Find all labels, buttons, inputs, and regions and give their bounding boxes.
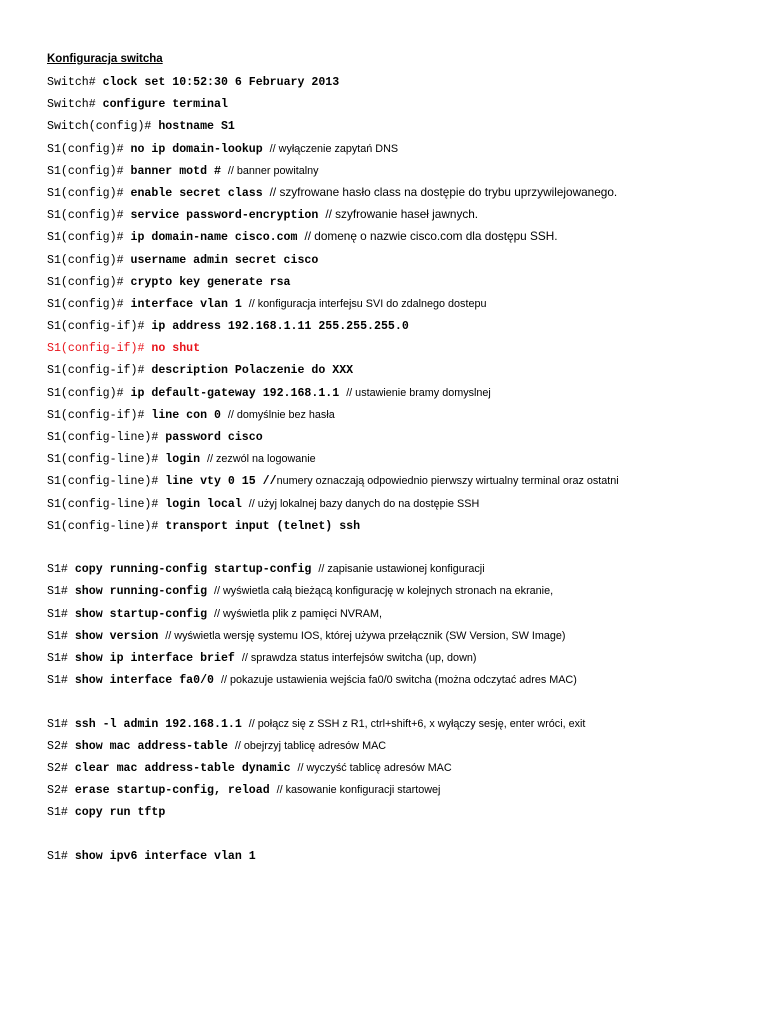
cli-prompt: S1(config)#: [47, 231, 131, 245]
cli-command: show ip interface brief: [74, 651, 242, 665]
cli-command: transport input (telnet) ssh: [165, 519, 361, 533]
document-page: [47, 48, 762, 866]
cli-comment: // pokazuje ustawienia wejścia fa0/0 switcha (można odczytać adres MAC): [220, 674, 577, 687]
cli-prompt: S1(config-if)#: [47, 408, 152, 422]
cli-command: line con 0: [151, 408, 228, 422]
cli-prompt: S1#: [47, 674, 75, 688]
cli-prompt: Switch(config)#: [47, 120, 159, 134]
cli-prompt: S1(config)#: [47, 209, 131, 223]
command-line: [47, 292, 762, 314]
cli-comment: // domyślnie bez hasła: [227, 408, 335, 421]
command-line: [47, 668, 762, 690]
cli-comment: // zezwól na logowanie: [207, 453, 316, 466]
command-line: [47, 778, 762, 800]
cli-command: clear mac address-table dynamic: [74, 762, 298, 776]
cli-prompt: S2#: [47, 784, 75, 798]
cli-comment: numery oznaczają odpowiednio pierwszy wirtualny terminal oraz ostatni: [276, 475, 619, 488]
group-spacer: [47, 823, 762, 844]
cli-prompt: S1#: [47, 849, 75, 863]
cli-prompt: S1(config)#: [47, 186, 131, 200]
cli-command: no shut: [151, 342, 201, 356]
cli-comment: // użyj lokalnej bazy danych do na dostępie SSH: [248, 497, 480, 510]
command-listing: [47, 70, 762, 866]
cli-prompt: S2#: [47, 762, 75, 776]
cli-comment: // domenę o nazwie cisco.com dla dostępu SSH.: [304, 229, 558, 244]
cli-command: show startup-config: [74, 607, 214, 621]
cli-prompt: S1#: [47, 585, 75, 599]
cli-command: ssh -l admin 192.168.1.1: [74, 717, 249, 731]
cli-comment: // sprawdza status interfejsów switcha (up, down): [241, 651, 477, 664]
command-line: [47, 92, 762, 114]
cli-comment: // obejrzyj tablicę adresów MAC: [234, 739, 387, 752]
cli-prompt: S1(config-line)#: [47, 519, 166, 533]
cli-command: erase startup-config, reload: [74, 784, 277, 798]
command-line: [47, 646, 762, 668]
cli-comment: // konfiguracja interfejsu SVI do zdalnego dostepu: [248, 297, 487, 310]
cli-comment: // wyłączenie zapytań DNS: [269, 142, 399, 155]
cli-command: service password-encryption: [130, 209, 326, 223]
cli-command: configure terminal: [102, 98, 228, 112]
cli-prompt: S1(config-if)#: [47, 364, 152, 378]
command-line: [47, 336, 762, 358]
cli-prompt: S1(config-if)#: [47, 320, 152, 334]
command-line: [47, 579, 762, 601]
cli-comment: // banner powitalny: [227, 164, 319, 177]
cli-comment: // szyfrowanie haseł jawnych.: [325, 207, 479, 222]
cli-prompt: S1(config)#: [47, 164, 131, 178]
command-line: [47, 137, 762, 159]
cli-comment: // wyświetla całą bieżącą konfigurację w kolejnych stronach na ekranie,: [214, 585, 554, 598]
command-line: [47, 514, 762, 536]
command-line: [47, 469, 762, 491]
command-line: [47, 248, 762, 270]
cli-prompt: S1(config-line)#: [47, 497, 166, 511]
command-line: [47, 225, 762, 247]
cli-prompt: Switch#: [47, 76, 103, 89]
command-line: [47, 358, 762, 380]
cli-prompt: S1#: [47, 607, 75, 621]
command-line: [47, 314, 762, 336]
group-spacer: [47, 536, 762, 557]
command-line: [47, 425, 762, 447]
cli-prompt: S1#: [47, 806, 75, 820]
cli-prompt: S1(config-line)#: [47, 431, 166, 444]
command-line: [47, 181, 762, 203]
cli-command: show interface fa0/0: [74, 674, 221, 688]
command-line: [47, 557, 762, 579]
cli-command: password cisco: [165, 431, 263, 444]
cli-prompt: S1#: [47, 717, 75, 731]
cli-command: ip default-gateway 192.168.1.1: [130, 386, 347, 400]
cli-prompt: S1(config)#: [47, 253, 131, 267]
cli-command: show version: [74, 629, 166, 643]
command-line: [47, 844, 762, 866]
cli-command: ip domain-name cisco.com: [130, 231, 305, 245]
cli-command: copy run tftp: [74, 806, 166, 820]
cli-prompt: Switch#: [47, 98, 103, 112]
cli-command: login: [165, 453, 208, 467]
cli-command: clock set 10:52:30 6 February 2013: [102, 76, 340, 89]
cli-comment: // kasowanie konfiguracji startowej: [276, 784, 441, 797]
command-line: [47, 756, 762, 778]
cli-command: show ipv6 interface vlan 1: [74, 849, 256, 863]
command-line: [47, 403, 762, 425]
cli-prompt: S1(config-if)#: [47, 342, 152, 356]
command-line: [47, 159, 762, 181]
command-line: [47, 70, 762, 92]
cli-comment: // zapisanie ustawionej konfiguracji: [318, 563, 485, 576]
cli-command: ip address 192.168.1.11 255.255.255.0: [151, 320, 409, 334]
cli-prompt: S2#: [47, 739, 75, 753]
cli-prompt: S1#: [47, 629, 75, 643]
cli-prompt: S1(config)#: [47, 275, 131, 289]
command-line: [47, 203, 762, 225]
cli-prompt: S1(config)#: [47, 142, 131, 156]
command-line: [47, 114, 762, 136]
cli-command: line vty 0 15 //: [165, 475, 277, 489]
command-line: [47, 602, 762, 624]
cli-prompt: S1(config)#: [47, 297, 131, 311]
command-line: [47, 734, 762, 756]
cli-command: crypto key generate rsa: [130, 275, 291, 289]
command-line: [47, 381, 762, 403]
cli-comment: // szyfrowane hasło class na dostępie do trybu uprzywilejowanego.: [269, 184, 618, 199]
cli-command: no ip domain-lookup: [130, 142, 270, 156]
cli-command: enable secret class: [130, 186, 270, 200]
command-line: [47, 624, 762, 646]
cli-prompt: S1#: [47, 563, 75, 577]
command-line: [47, 800, 762, 822]
cli-comment: // ustawienie bramy domyslnej: [346, 386, 491, 399]
cli-command: description Polaczenie do XXX: [151, 364, 354, 378]
cli-comment: // połącz się z SSH z R1, ctrl+shift+6, x wyłączy sesję, enter wróci, exit: [248, 717, 586, 730]
cli-comment: // wyświetla plik z pamięci NVRAM,: [214, 607, 382, 620]
cli-comment: // wyczyść tablicę adresów MAC: [297, 762, 452, 775]
cli-command: username admin secret cisco: [130, 253, 319, 267]
cli-prompt: S1(config)#: [47, 386, 131, 400]
cli-comment: // wyświetla wersję systemu IOS, której używa przełącznik (SW Version, SW Image): [165, 629, 566, 642]
cli-command: interface vlan 1: [130, 297, 249, 311]
cli-prompt: S1(config-line)#: [47, 475, 166, 489]
group-spacer: [47, 690, 762, 711]
cli-command: banner motd #: [130, 164, 228, 178]
cli-prompt: S1#: [47, 651, 75, 665]
command-line: [47, 270, 762, 292]
document-heading: Konfiguracja switcha: [47, 53, 163, 65]
cli-prompt: S1(config-line)#: [47, 453, 166, 467]
cli-command: show running-config: [74, 585, 214, 599]
cli-command: copy running-config startup-config: [74, 563, 319, 577]
command-line: [47, 492, 762, 514]
cli-command: show mac address-table: [74, 739, 235, 753]
cli-command: login local: [165, 497, 249, 511]
command-line: [47, 447, 762, 469]
cli-command: hostname S1: [158, 120, 235, 134]
command-line: [47, 712, 762, 734]
